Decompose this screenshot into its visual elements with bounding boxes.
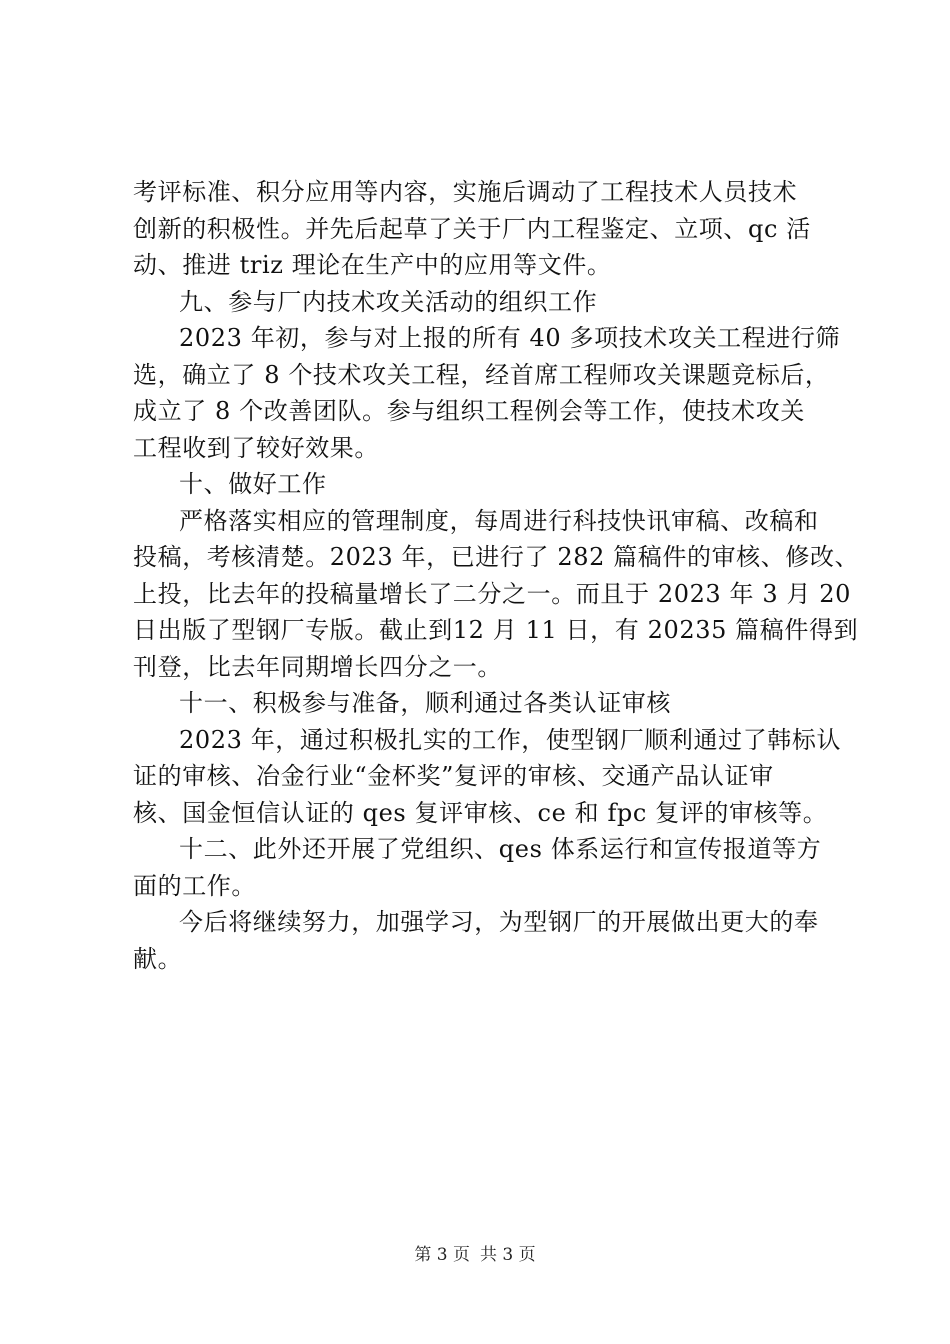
text-line: 2023 年，通过积极扎实的工作，使型钢厂顺利通过了韩标认	[179, 725, 842, 754]
text-line: 2023 年初，参与对上报的所有 40 多项技术攻关工程进行筛	[179, 324, 841, 352]
section-heading-10: 十、做好工作	[179, 470, 327, 498]
text-line: 刊登，比去年同期增长四分之一。	[133, 652, 502, 681]
text-line: 核、国金恒信认证的 qes 复评审核、ce 和 fpc 复评的审核等。	[133, 798, 828, 827]
text-line: 证的审核、冶金行业“金杯奖”复评的审核、交通产品认证审	[133, 762, 774, 790]
text-line: 创新的积极性。并先后起草了关于厂内工程鉴定、立项、qc 活	[133, 214, 811, 243]
section-heading-9: 九、参与厂内技术攻关活动的组织工作	[179, 287, 598, 316]
section-heading-11: 十一、积极参与准备，顺利通过各类认证审核	[179, 689, 671, 717]
text-line: 日出版了型钢厂专版。截止到12 月 11 日，有 20235 篇稿件得到	[133, 616, 859, 644]
text-line: 面的工作。	[133, 871, 256, 900]
text-line: 上投，比去年的投稿量增长了二分之一。而且于 2023 年 3 月 20	[133, 579, 852, 608]
text-line: 献。	[133, 944, 183, 973]
text-line: 动、推进 triz 理论在生产中的应用等文件。	[133, 251, 612, 279]
text-line: 成立了 8 个改善团队。参与组织工程例会等工作，使技术攻关	[133, 397, 805, 425]
closing-paragraph: 今后将继续努力，加强学习，为型钢厂的开展做出更大的奉	[179, 908, 819, 936]
page-number: 第 3 页	[414, 1245, 470, 1265]
text-line: 考评标准、积分应用等内容，实施后调动了工程技术人员技术	[133, 178, 798, 206]
page-footer	[0, 1243, 950, 1267]
section-heading-12: 十二、此外还开展了党组织、qes 体系运行和宣传报道等方	[179, 835, 822, 863]
page-total: 共 3 页	[480, 1245, 536, 1265]
text-line: 选，确立了 8 个技术攻关工程，经首席工程师攻关课题竞标后，	[133, 360, 830, 389]
text-line: 工程收到了较好效果。	[133, 433, 379, 462]
text-line: 严格落实相应的管理制度，每周进行科技快讯审稿、改稿和	[179, 506, 819, 535]
text-line: 投稿，考核清楚。2023 年，已进行了 282 篇稿件的审核、修改、	[133, 543, 860, 571]
document-body	[133, 174, 860, 977]
